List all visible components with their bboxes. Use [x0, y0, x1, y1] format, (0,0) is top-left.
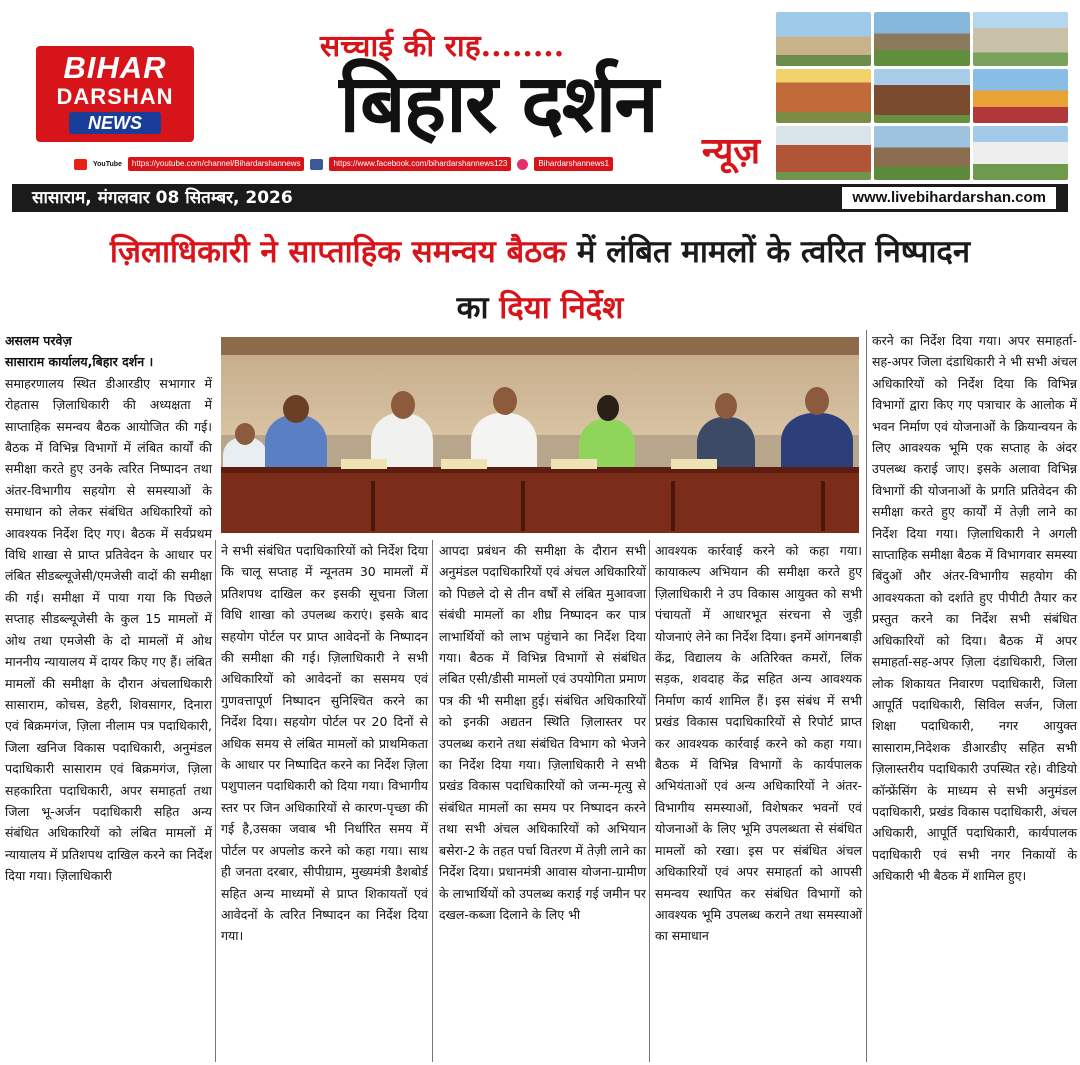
landmark-photo — [776, 126, 871, 180]
youtube-label: YouTube — [93, 160, 122, 168]
headline-part-red: ज़िलाधिकारी ने साप्ताहिक समन्वय बैठक — [109, 234, 567, 270]
article-text: समाहरणालय स्थित डीआरडीए सभागार में रोहतास ज़िलाधिकारी की अध्यक्षता में साप्ताहिक समन्वय बैठक आयोजित की गई। बैठक में विभिन्न विभागों में लंबित कार्यों की समीक्षा करते हुए उनके त्वरित निष्पादन तथा अंतर-विभागीय सहयोग से समस्याओं के समाधान को लेकर संबंधित अधिकारियों को आवश्यक निर्देश दिए गए। बैठक में सर्वप्रथम विधि शाखा से प्राप्त प्रतिवेदन के आधार पर लंबित सीडब्ल्यूजेसी/एमजेसी वादों की समीक्षा की गई। समीक्षा में पाया गया कि पिछले सप्ताह सीडब्ल्यूजेसी के कुल 15 मामलों में ओथ तथा एमजेसी के दो मामलों में ओथ माननीय न्यायालय में दायर किए गए हैं। लंबित मामलों की समीक्षा के दौरान अंचलाधिकारी सासाराम, कोचस, डेहरी, शिवसागर, दिनारा एवं बिक्रमगंज, ज़िला नीलाम पत्र पदाधिकारी, जिला खनिज विकास पदाधिकारी, अनुमंडल पदाधिकारी सासाराम एवं बिक्रमगंज, ज़िला सहकारिता पदाधिकारी, अपर समाहर्ता तथा जिला भू-अर्जन पदाधिकारी सहित अन्य संबंधित अधिकारियों को लंबित मामलों में न्यायालय में प्रतिशपथ दाखिल करने का निर्देश दिया गया। ज़िलाधिकारी — [5, 375, 212, 884]
photo-table — [221, 467, 859, 533]
photo-person-head — [597, 395, 619, 421]
article-column-4 — [655, 540, 862, 947]
landmark-photo — [776, 12, 871, 66]
article-column-3 — [439, 540, 646, 925]
photo-nameplate — [551, 459, 597, 469]
headline-part: में लंबित मामलों के त्वरित निष्पादन — [566, 234, 971, 270]
social-links — [74, 156, 613, 172]
newspaper-title: बिहार दर्शन — [339, 57, 657, 150]
tagline: सच्चाई की राह........ — [319, 29, 565, 64]
column-divider — [866, 330, 867, 1062]
photo-person-head — [391, 391, 415, 419]
photo-person-head — [715, 393, 737, 419]
logo-text-darshan: DARSHAN — [56, 84, 174, 109]
edition-date: सासाराम, मंगलवार 08 सितम्बर, 2026 — [32, 188, 293, 208]
instagram-icon — [517, 159, 528, 170]
article-text: आपदा प्रबंधन की समीक्षा के दौरान सभी अनुमंडल पदाधिकारियों एवं अंचल अधिकारियों को पिछले दो से तीन वर्षों से लंबित मुआवजा संबंधी मामलों का शीघ्र निष्पादन कर पात्र लाभार्थियों को लाभ पहुंचाने का निर्देश दिया गया। बैठक में विभिन्न विभागों से संबंधित लंबित एसी/डीसी मामलों एवं उपयोगिता प्रमाण पत्र की भी समीक्षा हुई। संबंधित अधिकारियों को इनकी अद्यतन स्थिति ज़िलास्तर पर उपलब्ध कराने तथा संबंधित विभाग को भेजने का निर्देश दिया गया। ज़िलाधिकारी ने सभी प्रखंड विकास पदाधिकारियों को जन्म-मृत्यु से संबंधित मामलों का समय पर निष्पादन करने तथा सभी अंचल अधिकारियों को अभियान बसेरा-2 के तहत पर्चा वितरण में तेज़ी लाने का निर्देश दिया। प्रधानमंत्री आवास योजना-ग्रामीण के लाभार्थियों को उपलब्ध कराई गई जमीन पर दखल-कब्जा दिलाने के लिए भी — [439, 543, 647, 922]
photo-person-head — [235, 423, 255, 445]
logo — [36, 46, 194, 142]
photo-person-head — [805, 387, 829, 415]
column-divider — [649, 540, 650, 1062]
photo-person — [265, 415, 327, 475]
article-column-5 — [872, 330, 1077, 887]
article-column-1 — [5, 330, 212, 887]
article-text: ने सभी संबंधित पदाधिकारियों को निर्देश दिया कि चालू सप्ताह में न्यूनतम 30 मामलों में प्रतिशपथ दाखिल कर इसकी सूचना जिला विधि शाखा को उपलब्ध कराएं। इसके बाद सहयोग पोर्टल पर प्राप्त आवेदनों के निष्पादन की समीक्षा की गई। ज़िलाधिकारी ने सभी अधिकारियों को आवेदनों का ससमय एवं गुणवत्तापूर्ण निष्पादन सुनिश्चित करने का निर्देश दिया। सहयोग पोर्टल पर 20 दिनों से अधिक समय से लंबित मामलों को प्राथमिकता के आधार पर निष्पादित करने का निर्देश ज़िला पशुपालन पदाधिकारी को दिया गया। विभागीय स्तर पर जिन अधिकारियों से कारण-पृच्छा की गई है,उसका जवाब भी निर्धारित समय में पोर्टल पर अपलोड करने को कहा गया। साथ ही जनता दरबार, सीपीग्राम, मुख्यमंत्री डैशबोर्ड सहित अन्य माध्यमों से प्राप्त शिकायतों एवं आवेदनों के त्वरित निष्पादन का निर्देश दिया गया। — [221, 543, 428, 944]
landmark-photo — [973, 12, 1068, 66]
facebook-link[interactable]: https://www.facebook.com/bihardarshannews123 — [329, 157, 511, 171]
headline-part: का — [456, 290, 500, 326]
column-divider — [432, 540, 433, 1062]
photo-table-panel — [671, 481, 675, 531]
landmark-photo — [874, 126, 969, 180]
social-handle[interactable]: Bihardarshannews1 — [534, 157, 613, 171]
landmark-photo — [973, 69, 1068, 123]
photo-person — [781, 413, 853, 475]
landmark-photo — [874, 69, 969, 123]
landmark-photo — [874, 12, 969, 66]
youtube-icon — [74, 159, 87, 170]
newspaper-subtitle: न्यूज़ — [701, 131, 761, 172]
date-bar — [12, 184, 1068, 212]
byline: असलम परवेज़ — [5, 333, 72, 348]
facebook-icon — [310, 159, 323, 170]
headline-part-red: दिया निर्देश — [499, 290, 624, 326]
photo-person-head — [283, 395, 309, 423]
logo-text-news: NEWS — [69, 112, 161, 134]
youtube-link[interactable]: https://youtube.com/channel/Bihardarshannews — [128, 157, 305, 171]
column-divider — [215, 540, 216, 1062]
article-text: करने का निर्देश दिया गया। अपर समाहर्ता-सह-अपर जिला दंडाधिकारी ने भी सभी अंचल अधिकारियों को निर्देश दिया कि विभिन्न विभागों द्वारा किए गए पत्राचार के आलोक में भवन निर्माण एवं योजनाओं के क्रियान्वयन के लिए आवश्यक भूमि एक सप्ताह के अंदर उपलब्ध कराई जाए। इसके अलावा विभिन्न विभागों की योजनाओं के प्रगति प्रतिवेदन की समीक्षा करते हुए कार्यों में तेज़ी लाने का निर्देश दिया गया। ज़िलाधिकारी ने अगली साप्ताहिक समीक्षा बैठक में विभागवार समस्या बिंदुओं और अंतर-विभागीय सहयोग की आवश्यकता को दर्शाते हुए पीपीटी तैयार कर प्रस्तुत करने का निर्देश सभी संबंधित अधिकारियों को दिया। बैठक में अपर समाहर्ता-सह-अपर ज़िला दंडाधिकारी, जिला लोक शिकायत निवारण पदाधिकारी, जिला आपूर्ति पदाधिकारी, सिविल सर्जन, जिला शिक्षा पदाधिकारी, नगर आयुक्त सासाराम,निदेशक डीआरडीए सहित सभी ज़िलास्तरीय पदाधिकारी उपस्थित रहे। वीडियो कॉन्फ्रेंसिंग के माध्यम से सभी अनुमंडल पदाधिकारी, प्रखंड विकास पदाधिकारी, अंचल अधिकारी, आपूर्ति पदाधिकारी, कार्यपालक पदाधिकारी एवं सभी नगर निकायों के अधिकारी भी बैठक में शामिल हुए। — [872, 333, 1077, 884]
bihar-landmarks-collage — [776, 12, 1068, 180]
masthead — [12, 8, 1068, 212]
headline — [20, 224, 1060, 336]
meeting-photo — [221, 337, 859, 533]
photo-nameplate — [671, 459, 717, 469]
photo-nameplate — [441, 459, 487, 469]
photo-table-panel — [371, 481, 375, 531]
photo-table-panel — [821, 481, 825, 531]
logo-text-bihar: BIHAR — [63, 50, 167, 85]
photo-curtain — [221, 337, 859, 355]
landmark-photo — [973, 126, 1068, 180]
website-link[interactable]: www.livebihardarshan.com — [842, 187, 1056, 209]
landmark-photo — [776, 69, 871, 123]
photo-nameplate — [341, 459, 387, 469]
photo-table-panel — [521, 481, 525, 531]
dateline: सासाराम कार्यालय,बिहार दर्शन । — [5, 354, 154, 370]
article-text: आवश्यक कार्रवाई करने को कहा गया। कायाकल्प अभियान की समीक्षा करते हुए ज़िलाधिकारी ने उप विकास आयुक्त को सभी पंचायतों में आधारभूत संरचना से जुड़ी योजनाएं लेने का निर्देश दिया। इनमें आंगनबाड़ी केंद्र, विद्यालय के अतिरिक्त कमरों, लिंक सड़क, शवदाह केंद्र सहित अन्य आवश्यक निर्माण कार्य शामिल हैं। इस संबंध में सभी प्रखंड विकास पदाधिकारियों से रिपोर्ट प्राप्त कर आवश्यक कार्रवाई करने को कहा गया। बैठक में विभिन्न विभागों के कार्यपालक अभियंताओं एवं अन्य अधिकारियों ने अंतर-विभागीय समस्याओं, विशेषकर भवनों एवं योजनाओं के लिए भूमि उपलब्धता से संबंधित मामलों को रखा। इस पर संबंधित अंचल अधिकारियों एवं अपर समाहर्ता को आपसी समन्वय स्थापित कर संबंधित विभागों को आवश्यक भूमि उपलब्ध कराने तथा समस्याओं का समाधान — [655, 543, 862, 944]
photo-person-head — [493, 387, 517, 415]
article-column-2 — [221, 540, 428, 947]
